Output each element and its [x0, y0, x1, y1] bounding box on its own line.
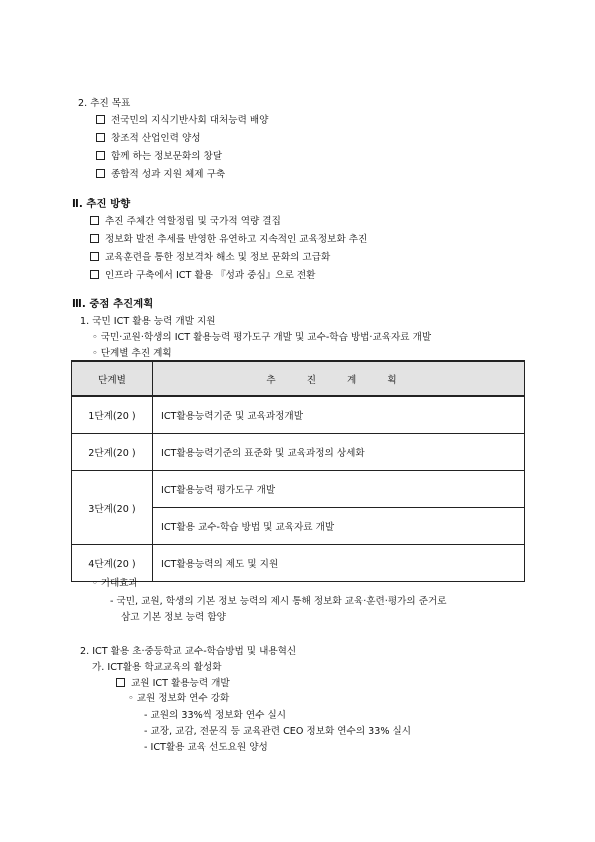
- stage-cell: 2단계(20 ): [72, 434, 153, 471]
- table-row: [72, 545, 525, 582]
- checkbox-square-icon: [90, 216, 99, 225]
- checkbox-square-icon: [90, 252, 99, 261]
- table-header-row: [72, 361, 525, 396]
- subsection-2a-title: 가. ICT활용 학교교육의 활성화: [92, 662, 222, 673]
- expected-effect-text: - 국민, 교원, 학생의 기본 정보 능력의 제시 통해 정보화 교육·훈련·평가의 준거로: [110, 596, 447, 607]
- stage-cell: 1단계(20 ): [72, 396, 153, 434]
- plan-cell: ICT활용 교수-학습 방법 및 교육자료 개발: [153, 508, 525, 545]
- bullet-item: ◦ 국민·교원·학생의 ICT 활용능력 평가도구 개발 및 교수-학습 방법·교육자료 개발: [92, 332, 432, 343]
- goal-item: 전국민의 지식기반사회 대처능력 배양: [96, 114, 268, 127]
- column-header-stage: 단계별: [72, 361, 153, 396]
- table-row: [72, 396, 525, 434]
- bullet-item: ◦ 교원 정보화 연수 강화: [128, 693, 230, 704]
- direction-item: 교육훈련을 통한 정보격차 해소 및 정보 문화의 고급화: [90, 251, 330, 264]
- direction-item: 인프라 구축에서 ICT 활용 『성과 중심』으로 전환: [90, 269, 315, 282]
- bullet-item: ◦ 단계별 추진 계획: [92, 348, 172, 359]
- dash-item: - ICT활용 교육 선도요원 양성: [144, 742, 268, 753]
- subsection-2-title: 2. ICT 활용 초·중등학교 교수-학습방법 및 내용혁신: [80, 646, 297, 657]
- checkbox-square-icon: [96, 133, 105, 142]
- checkbox-square-icon: [96, 115, 105, 124]
- checkbox-square-icon: [90, 234, 99, 243]
- plan-cell: ICT활용능력 평가도구 개발: [153, 471, 525, 508]
- checkbox-square-icon: [90, 270, 99, 279]
- box-item: 교원 ICT 활용능력 개발: [116, 677, 230, 690]
- stage-cell: 4단계(20 ): [72, 545, 153, 582]
- dash-item: - 교원의 33%씩 정보화 연수 실시: [144, 710, 286, 721]
- checkbox-square-icon: [96, 151, 105, 160]
- section-2-heading: 2. 추진 목표: [78, 98, 131, 109]
- table-row: [72, 471, 525, 508]
- column-header-plan: 추 진 계 획: [153, 361, 525, 396]
- plan-cell: ICT활용능력기준의 표준화 및 교육과정의 상세화: [153, 434, 525, 471]
- expected-effect-label: ◦ 기대효과: [92, 578, 138, 589]
- dash-item: - 교장, 교감, 전문직 등 교육관련 CEO 정보화 연수의 33% 실시: [144, 726, 412, 737]
- section-iii-heading: Ⅲ. 중점 추진계획: [72, 298, 154, 310]
- checkbox-square-icon: [96, 169, 105, 178]
- section-ii-heading: Ⅱ. 추진 방향: [72, 198, 131, 210]
- goal-item: 창조적 산업인력 양성: [96, 132, 201, 145]
- table-row: [72, 434, 525, 471]
- expected-effect-text: 삼고 기본 정보 능력 함양: [121, 612, 226, 623]
- direction-item: 정보화 발전 추세를 반영한 유연하고 지속적인 교육정보화 추진: [90, 233, 367, 246]
- plan-cell: ICT활용능력기준 및 교육과정개발: [153, 396, 525, 434]
- goal-item: 함께 하는 정보문화의 창달: [96, 150, 222, 163]
- stage-cell: 3단계(20 ): [72, 471, 153, 545]
- checkbox-square-icon: [116, 678, 125, 687]
- plan-cell: ICT활용능력의 제도 및 지원: [153, 545, 525, 582]
- stage-plan-table: [71, 360, 525, 582]
- subsection-1-title: 1. 국민 ICT 활용 능력 개발 지원: [80, 316, 216, 327]
- goal-item: 종합적 성과 지원 체제 구축: [96, 168, 225, 181]
- direction-item: 추진 주체간 역할정립 및 국가적 역량 결집: [90, 215, 281, 228]
